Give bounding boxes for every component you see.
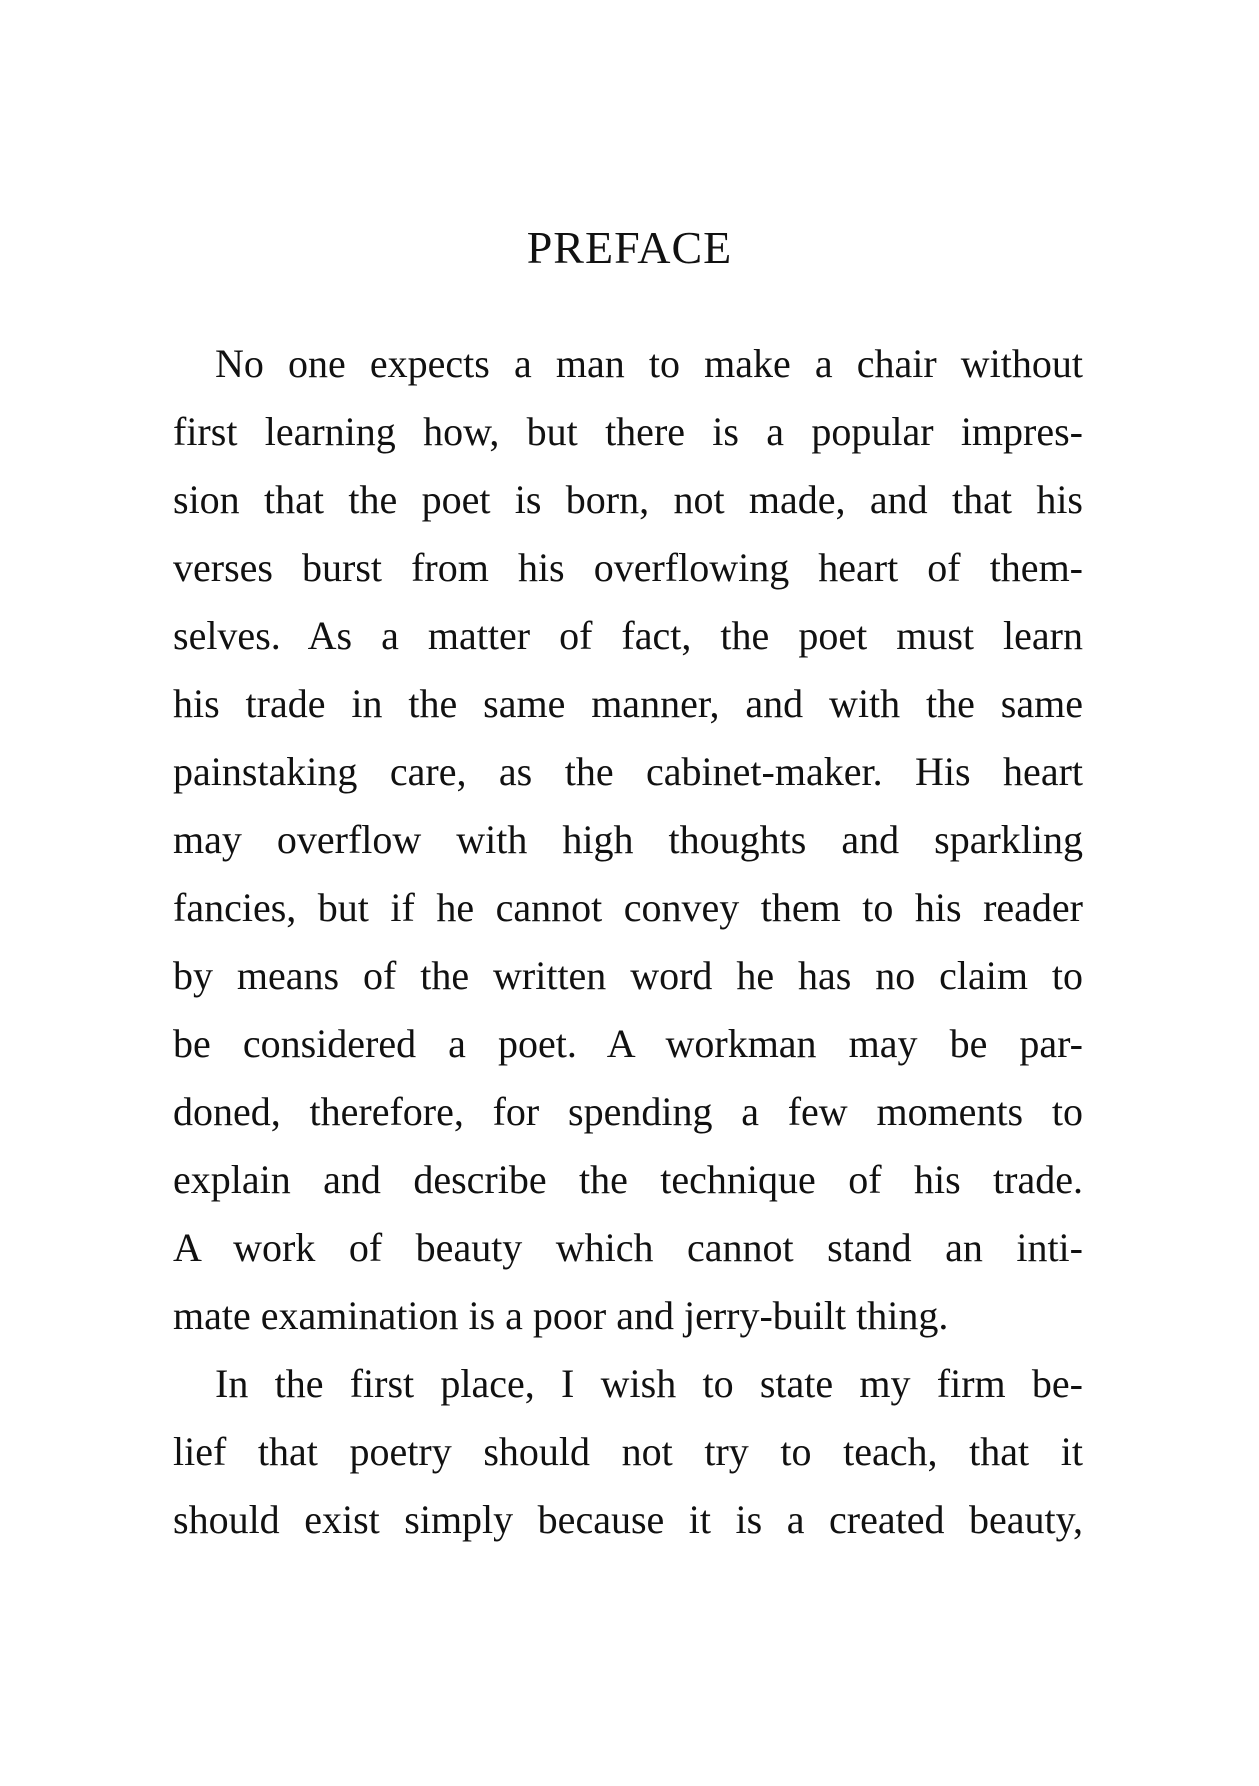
page-title: PREFACE — [526, 222, 733, 273]
text-line: doned, therefore, for spending a few moments to — [173, 1089, 1083, 1134]
text-line: A work of beauty which cannot stand an inti- — [173, 1225, 1083, 1270]
text-line: lief that poetry should not try to teach, that it — [173, 1429, 1083, 1474]
text-line: In the first place, I wish to state my firm be- — [215, 1361, 1083, 1406]
text-line: first learning how, but there is a popular impres- — [173, 409, 1083, 454]
paragraph-2 — [173, 1350, 1083, 1554]
text-line: sion that the poet is born, not made, and that his — [173, 477, 1083, 522]
body-text — [173, 330, 1083, 1554]
text-line: should exist simply because it is a created beauty, — [173, 1497, 1083, 1542]
text-line: his trade in the same manner, and with the same — [173, 681, 1083, 726]
text-line: selves. As a matter of fact, the poet must learn — [173, 613, 1083, 658]
text-line: by means of the written word he has no claim to — [173, 953, 1083, 998]
text-line: may overflow with high thoughts and sparkling — [173, 817, 1083, 862]
text-line: be considered a poet. A workman may be par- — [173, 1021, 1083, 1066]
paragraph-1 — [173, 330, 1083, 1350]
text-line: explain and describe the technique of his trade. — [173, 1157, 1083, 1202]
text-line: painstaking care, as the cabinet-maker. His heart — [173, 749, 1083, 794]
text-line: fancies, but if he cannot convey them to his reader — [173, 885, 1083, 930]
text-line: verses burst from his overflowing heart of them- — [173, 545, 1083, 590]
text-line: mate examination is a poor and jerry-built thing. — [173, 1293, 949, 1338]
text-line: No one expects a man to make a chair without — [215, 341, 1083, 386]
